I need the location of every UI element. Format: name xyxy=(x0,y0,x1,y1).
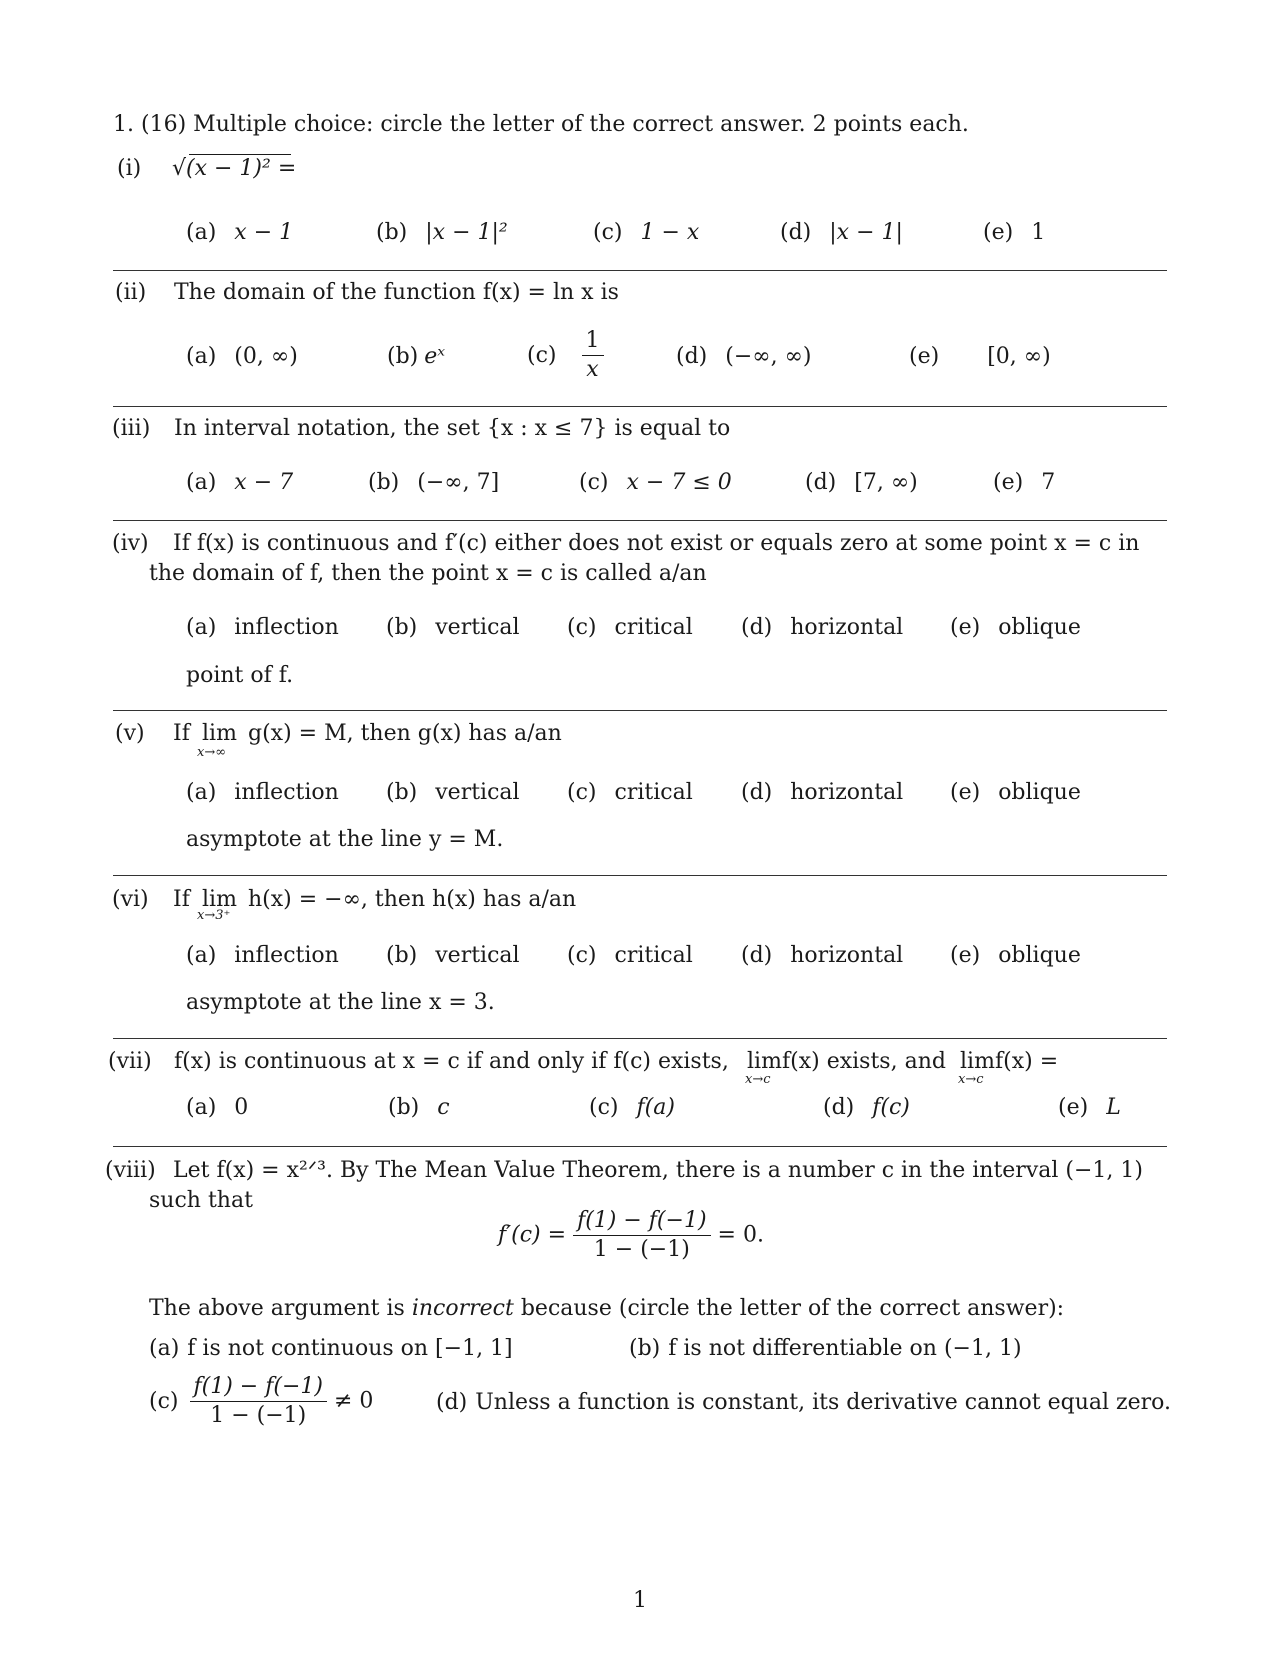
option-v-c[interactable]: (c) critical xyxy=(567,780,693,805)
option-vii-d[interactable]: (d) f(c) xyxy=(823,1095,910,1120)
problem-instruction: Multiple choice: circle the letter of the correct answer. 2 points each. xyxy=(193,112,969,137)
equation-rhs: = 0. xyxy=(717,1222,764,1248)
option-vi-b[interactable]: (b) vertical xyxy=(386,943,520,968)
question-stem-v-pre: If xyxy=(173,721,190,746)
divider xyxy=(113,875,1167,876)
question-stem-iv-line1: If f(x) is continuous and f′(c) either does not exist or equals zero at some point x = c in xyxy=(173,531,1140,556)
option-vii-e[interactable]: (e) L xyxy=(1058,1095,1121,1120)
question-label-vi: (vi) xyxy=(112,887,149,912)
problem-points: (16) xyxy=(141,112,187,137)
option-i-a[interactable]: (a) x − 1 xyxy=(186,220,294,245)
question-tail-v: asymptote at the line y = M. xyxy=(186,827,504,852)
option-iv-c[interactable]: (c) critical xyxy=(567,615,693,640)
option-ii-a[interactable]: (a) (0, ∞) xyxy=(186,344,298,369)
page-number: 1 xyxy=(633,1588,647,1613)
limit-subscript: x→c xyxy=(745,1072,771,1087)
option-v-a[interactable]: (a) inflection xyxy=(186,780,339,805)
question-tail-vi: asymptote at the line x = 3. xyxy=(186,990,495,1015)
option-iii-a[interactable]: (a) x − 7 xyxy=(186,470,294,495)
question-stem-ii: The domain of the function f(x) = ln x is xyxy=(174,280,619,305)
option-iv-a[interactable]: (a) inflection xyxy=(186,615,339,640)
question-label-viii: (viii) xyxy=(105,1158,156,1183)
divider xyxy=(113,1146,1167,1147)
question-label-iii: (iii) xyxy=(112,416,151,441)
question-label-ii: (ii) xyxy=(115,280,147,305)
question-prompt-viii: The above argument is incorrect because (circle the letter of the correct answer): xyxy=(149,1296,1065,1321)
option-iii-d[interactable]: (d) [7, ∞) xyxy=(805,470,918,495)
problem-header xyxy=(113,114,969,136)
option-iii-b[interactable]: (b) (−∞, 7] xyxy=(368,470,500,495)
question-stem-iv-line2: the domain of f, then the point x = c is called a/an xyxy=(149,561,707,586)
option-viii-c[interactable]: (c) $\frac{f(1) - f(-1)}{1 - (-1)}$ ≠ 0 xyxy=(149,1374,374,1428)
problem-number: 1. xyxy=(113,112,134,137)
question-label-v: (v) xyxy=(115,721,145,746)
question-stem-vii-b: f(x) exists, and xyxy=(782,1049,946,1074)
question-stem-vi-post: h(x) = −∞, then h(x) has a/an xyxy=(248,887,577,912)
sqrt-overline xyxy=(189,154,291,155)
question-stem-vii-a: f(x) is continuous at x = c if and only if f(c) exists, xyxy=(174,1049,729,1074)
fraction: $\frac{f(1) - f(-1)}{1 - (-1)}$ xyxy=(190,1376,327,1427)
limit-subscript: x→3⁺ xyxy=(197,908,231,923)
divider xyxy=(113,520,1167,521)
question-tail-iv: point of f. xyxy=(186,663,294,688)
divider xyxy=(113,1038,1167,1039)
option-iii-e[interactable]: (e) 7 xyxy=(993,470,1056,495)
option-i-b[interactable]: (b) |x − 1|² xyxy=(376,220,508,245)
question-label-iv: (iv) xyxy=(112,531,149,556)
limit-operator: lim xyxy=(202,887,237,912)
question-stem-iii: In interval notation, the set {x : x ≤ 7} is equal to xyxy=(174,416,731,441)
limit-operator: lim xyxy=(960,1049,995,1074)
option-viii-a[interactable]: (a) f is not continuous on [−1, 1] xyxy=(149,1336,513,1361)
limit-operator: lim xyxy=(202,721,237,746)
mvt-equation xyxy=(498,1210,764,1261)
option-v-b[interactable]: (b) vertical xyxy=(386,780,520,805)
question-stem-viii-line2: such that xyxy=(149,1188,253,1213)
option-vi-e[interactable]: (e) oblique xyxy=(950,943,1081,968)
option-iii-c[interactable]: (c) x − 7 ≤ 0 xyxy=(579,470,732,495)
option-vi-d[interactable]: (d) horizontal xyxy=(741,943,904,968)
divider xyxy=(113,270,1167,271)
option-iv-b[interactable]: (b) vertical xyxy=(386,615,520,640)
option-ii-b[interactable]: (b) eˣ xyxy=(387,344,446,369)
option-vi-a[interactable]: (a) inflection xyxy=(186,943,339,968)
option-i-e[interactable]: (e) 1 xyxy=(983,220,1046,245)
option-ii-c[interactable]: (c) $\frac{1}{x}$ xyxy=(527,330,604,381)
option-iv-d[interactable]: (d) horizontal xyxy=(741,615,904,640)
option-v-e[interactable]: (e) oblique xyxy=(950,780,1081,805)
question-stem-vii-c: f(x) = xyxy=(995,1049,1059,1074)
question-stem-v-post: g(x) = M, then g(x) has a/an xyxy=(248,721,562,746)
option-ii-e[interactable]: (e) [0, ∞) xyxy=(909,344,1051,369)
question-stem-vi-pre: If xyxy=(173,887,190,912)
limit-operator: lim xyxy=(747,1049,782,1074)
divider xyxy=(113,406,1167,407)
question-label-vii: (vii) xyxy=(108,1049,152,1074)
option-v-d[interactable]: (d) horizontal xyxy=(741,780,904,805)
divider xyxy=(113,710,1167,711)
option-ii-d[interactable]: (d) (−∞, ∞) xyxy=(676,344,812,369)
option-vii-b[interactable]: (b) c xyxy=(388,1095,450,1120)
option-viii-d[interactable]: (d) Unless a function is constant, its derivative cannot equal zero. xyxy=(436,1390,1172,1415)
option-vii-c[interactable]: (c) f(a) xyxy=(589,1095,675,1120)
option-viii-b[interactable]: (b) f is not differentiable on (−1, 1) xyxy=(629,1336,1022,1361)
limit-subscript: x→∞ xyxy=(197,745,227,760)
option-vii-a[interactable]: (a) 0 xyxy=(186,1095,249,1120)
option-i-c[interactable]: (c) 1 − x xyxy=(593,220,700,245)
equation-lhs: f′(c) = xyxy=(498,1222,567,1248)
option-iv-e[interactable]: (e) oblique xyxy=(950,615,1081,640)
limit-subscript: x→c xyxy=(958,1072,984,1087)
fraction-one-over-x: $\frac{1}{x}$ xyxy=(582,330,604,381)
question-label-i: (i) xyxy=(117,156,142,181)
equation-fraction: $\frac{f(1) - f(-1)}{1 - (-1)}$ xyxy=(573,1210,710,1261)
option-i-d[interactable]: (d) |x − 1| xyxy=(780,220,903,245)
question-stem-i: √(x − 1)² = xyxy=(172,156,297,181)
question-stem-viii-line1: Let f(x) = x²ᐟ³. By The Mean Value Theorem, there is a number c in the interval (−1, 1) xyxy=(173,1158,1143,1183)
option-vi-c[interactable]: (c) critical xyxy=(567,943,693,968)
